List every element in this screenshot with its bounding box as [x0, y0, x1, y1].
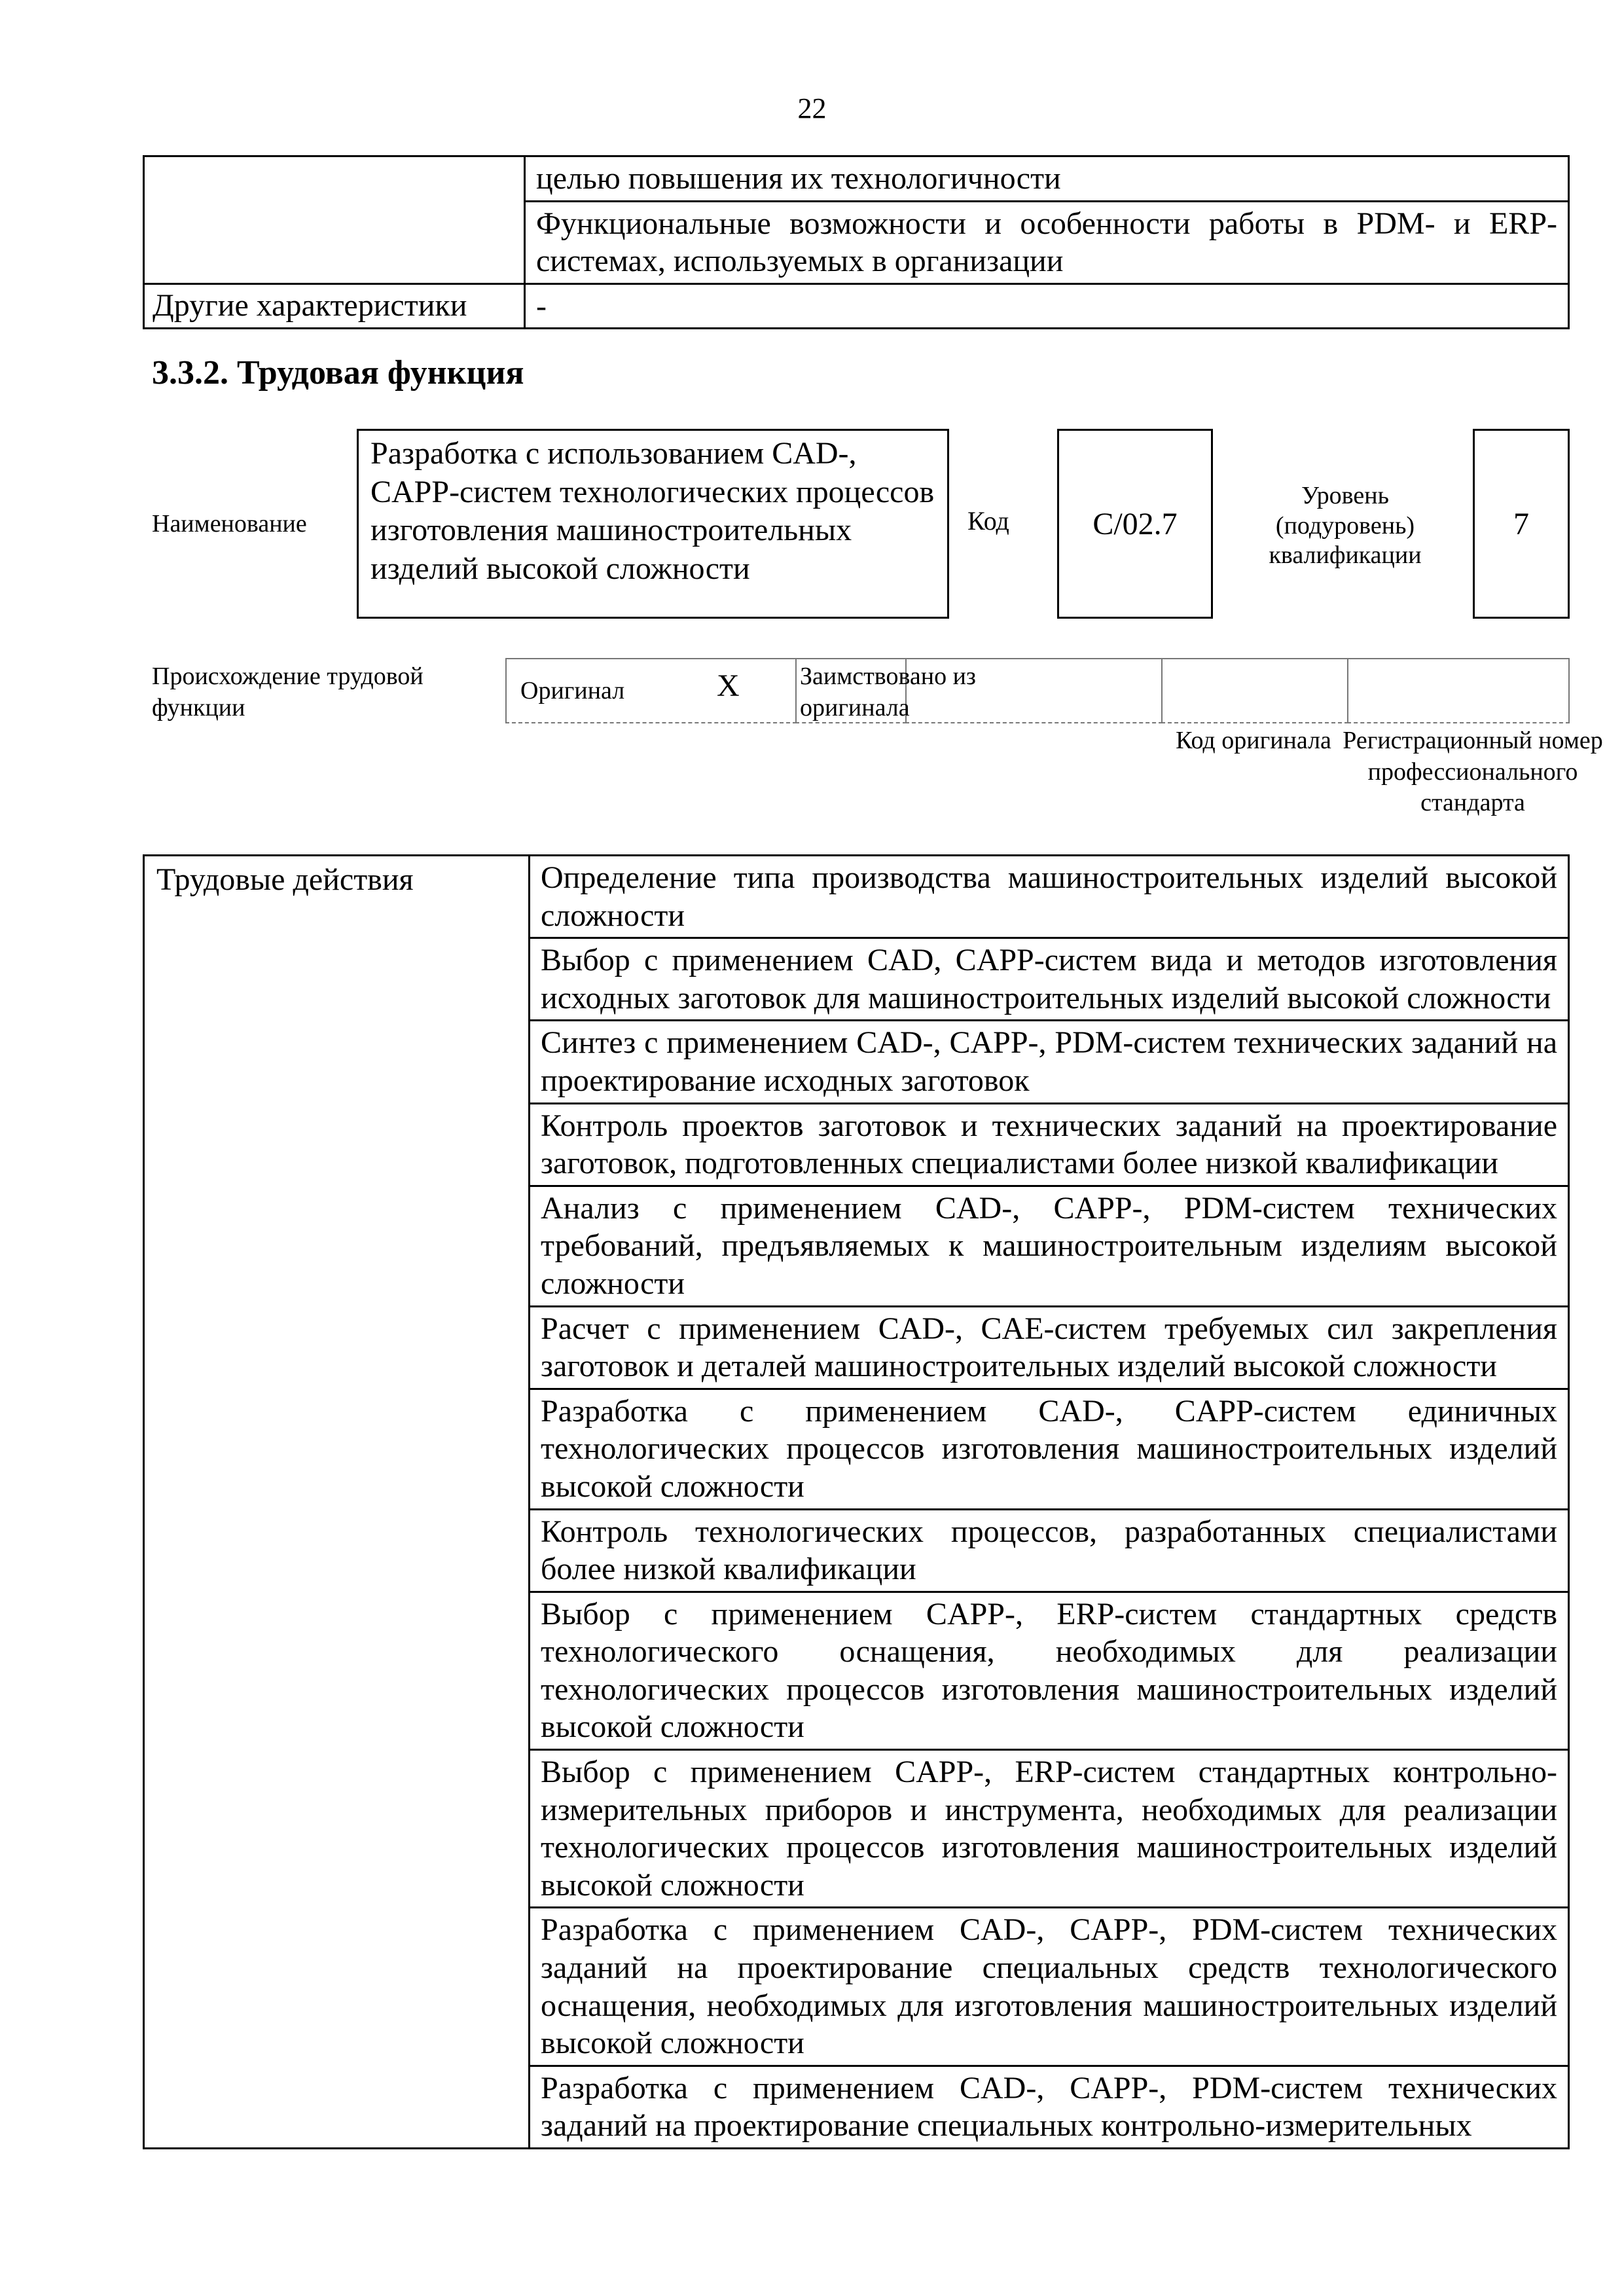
other-characteristics-value: - — [525, 283, 1569, 329]
labor-actions-label: Трудовые действия — [144, 856, 530, 2149]
borrowed-label: Заимствовано из оригинала — [800, 663, 976, 721]
table-cell: Функциональные возможности и особенности работы в PDM- и ERP-системах, используемых в организации — [525, 201, 1569, 283]
list-item: Выбор с применением CAPP-, ERP-систем стандартных средств технологического оснащения, необходимых для реализации технологических процессов изготовления машиностроительных изделий высокой сложности — [530, 1593, 1568, 1751]
list-item: Выбор с применением CAPP-, ERP-систем стандартных контрольно-измерительных приборов и инструмента, необходимых для реализации технологических процессов изготовления машиностроительных изделий высокой сложности — [530, 1751, 1568, 1908]
section-heading: 3.3.2. Трудовая функция — [152, 354, 524, 392]
code-original-label: Код оригинала — [1176, 727, 1331, 754]
page-number: 22 — [797, 92, 827, 124]
list-item: Разработка с применением CAD-, CAPP-, PDM-систем технических заданий на проектирование специальных контрольно-измерительных — [541, 2070, 1557, 2143]
list-item: Синтез с применением CAD-, CAPP-, PDM-систем технических заданий на проектирование исходных заготовок — [530, 1021, 1568, 1104]
list-item: Выбор с применением CAD, CAPP-систем вида и методов изготовления исходных заготовок для машиностроительных изделий высокой сложности — [530, 939, 1568, 1021]
table-row — [144, 156, 1569, 202]
empty-cell — [144, 156, 525, 284]
labor-actions-cell — [530, 856, 1569, 2149]
list-item: Расчет с применением CAD-, CAE-систем требуемых сил закрепления заготовок и деталей машиностроительных изделий высокой сложности — [530, 1307, 1568, 1390]
original-label: Оригинал — [520, 677, 625, 704]
origin-code-cell — [1161, 658, 1348, 723]
level-label: Уровень (подуровень) квалификации — [1269, 482, 1422, 570]
labor-actions-table — [143, 854, 1570, 2149]
top-continuation-table — [143, 155, 1570, 329]
table-row — [144, 856, 1569, 2149]
list-item: Контроль проектов заготовок и технических заданий на проектирование заготовок, подготовленных специалистами более низкой квалификации — [530, 1104, 1568, 1187]
list-item: Разработка с применением CAD-, CAPP-, PDM-систем технических заданий на проектирование специальных средств технологического оснащения, необходимых для изготовления машиностроительных изделий высокой сложности — [530, 1908, 1568, 2066]
name-label: Наименование — [152, 510, 307, 538]
list-item: Анализ с применением CAD-, CAPP-, PDM-систем технических требований, предъявляемых к машиностроительным изделиям высокой сложности — [530, 1187, 1568, 1307]
list-item: Разработка с применением CAD-, CAPP-систем единичных технологических процессов изготовления машиностроительных изделий высокой сложности — [530, 1390, 1568, 1510]
origin-reg-cell — [1347, 658, 1570, 723]
table-cell: целью повышения их технологичности — [525, 156, 1569, 202]
list-item: Определение типа производства машиностроительных изделий высокой сложности — [530, 856, 1568, 939]
level-box: 7 — [1473, 429, 1570, 619]
code-label: Код — [967, 506, 1009, 536]
reg-number-label: Регистрационный номер профессионального стандарта — [1343, 727, 1603, 816]
original-mark: X — [717, 668, 740, 703]
code-box: C/02.7 — [1057, 429, 1213, 619]
list-item: Контроль технологических процессов, разработанных специалистами более низкой квалификации — [530, 1510, 1568, 1593]
table-row — [144, 283, 1569, 329]
other-characteristics-label: Другие характеристики — [144, 283, 525, 329]
function-name-box: Разработка с использованием CAD-, CAPP-систем технологических процессов изготовления машиностроительных изделий высокой сложности — [357, 429, 949, 619]
origin-label: Происхождение трудовой функции — [152, 663, 424, 721]
